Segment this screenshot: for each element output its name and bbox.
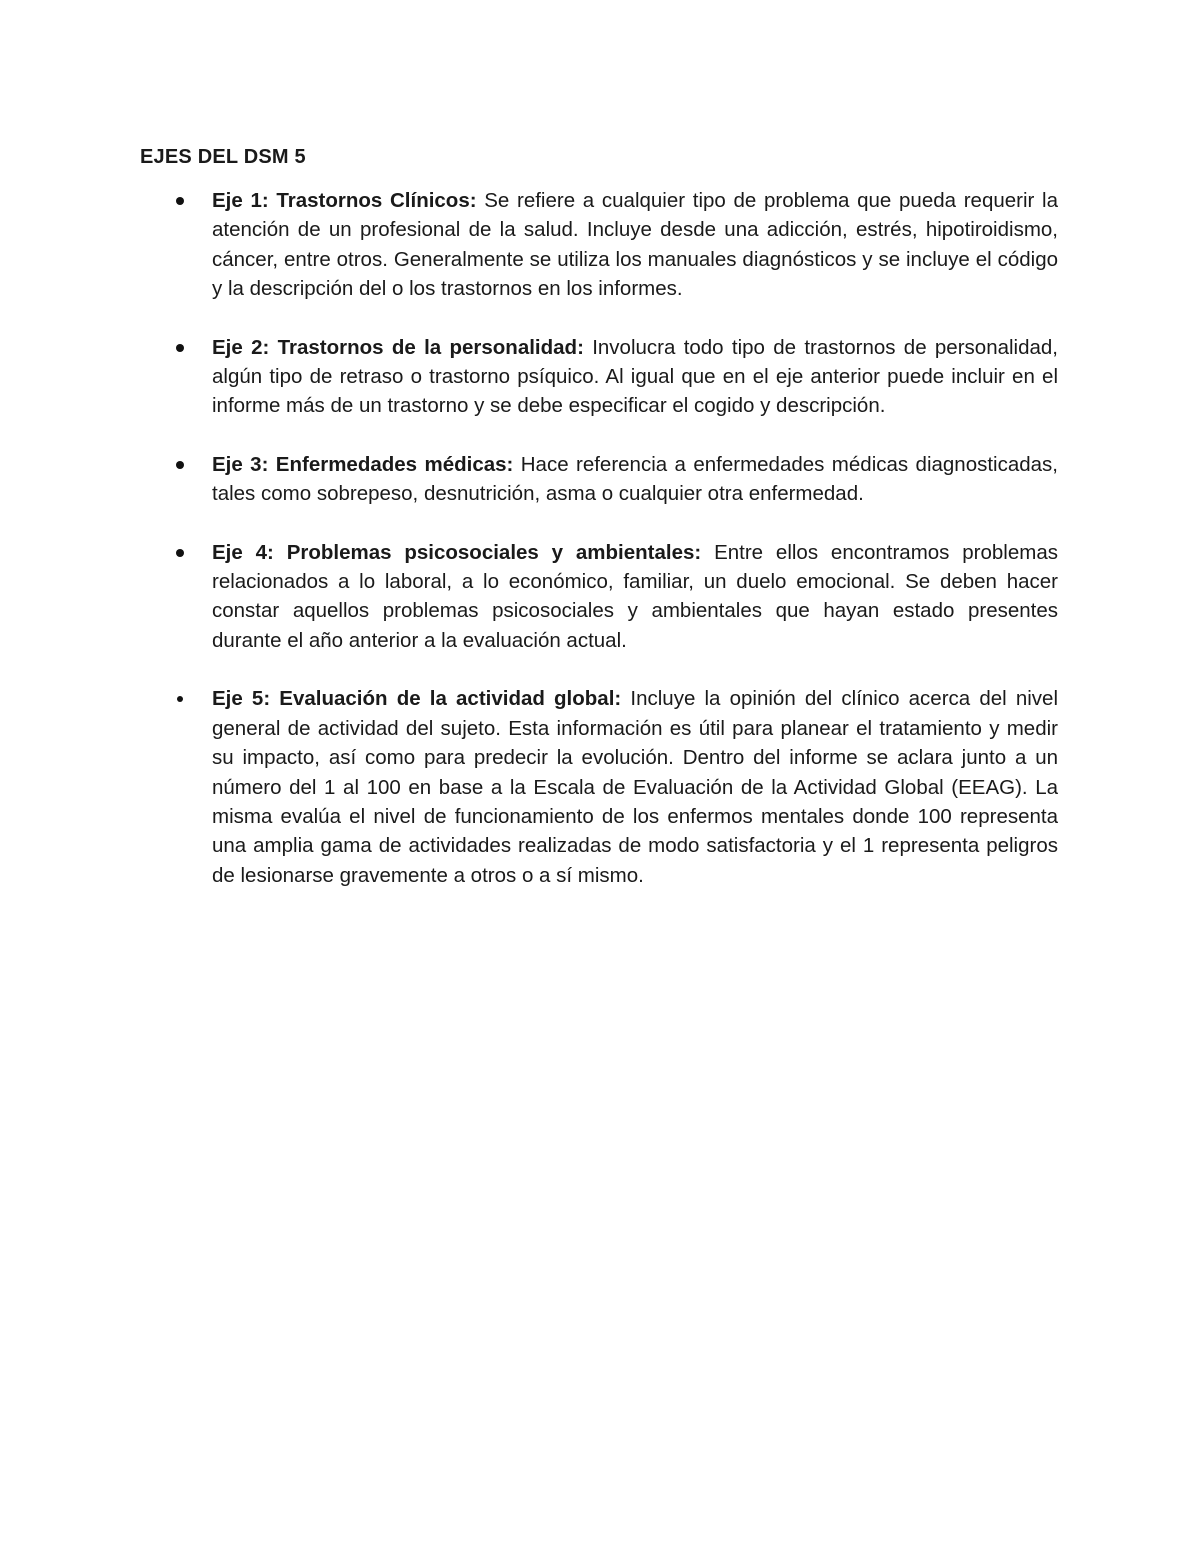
axis-description: Hace referencia a enfermedades médicas diagnosticadas, tales como sobrepeso, desnutrición, asma o cualquier otra enfermedad. <box>212 452 1059 506</box>
axis-label: Eje 1: Trastornos Clínicos: <box>212 189 485 212</box>
list-item-axis-3 <box>140 450 1058 509</box>
bullet-icon <box>176 549 184 557</box>
bullet-icon <box>176 197 184 205</box>
bullet-icon <box>176 461 184 469</box>
axis-description: Entre ellos encontramos problemas relacionados a lo laboral, a lo económico, familiar, un duelo emocional. Se deben hacer constar aquellos problemas psicosociales y ambientales que hayan estado presentes durante el año anterior a la evaluación actual. <box>212 540 1058 652</box>
axes-list <box>140 186 1058 919</box>
axis-label: Eje 4: Problemas psicosociales y ambientales: <box>212 540 715 564</box>
axis-description: Incluye la opinión del clínico acerca del nivel general de actividad del sujeto. Esta información es útil para planear el tratamiento y medir su impacto, así como para predecir la evolución. Dentro del informe se aclara junto a un número del 1 al 100 en base a la Escala de Evaluación de la Actividad Global (EEAG). La misma evalúa el nivel de funcionamiento de los enfermos mentales donde 100 representa una amplia gama de actividades realizadas de modo satisfactoria y el 1 representa peligros de lesionarse gravemente a otros o a sí mismo. <box>212 687 1058 887</box>
list-item-axis-4 <box>140 538 1058 656</box>
axis-description: Involucra todo tipo de trastornos de personalidad, algún tipo de retraso o trastorno psíquico. Al igual que en el eje anterior puede incluir en el informe más de un trastorno y se debe especificar el cogido y descripción. <box>212 335 1059 418</box>
axis-label: Eje 3: Enfermedades médicas: <box>212 452 521 476</box>
axis-label: Eje 2: Trastornos de la personalidad: <box>212 335 593 359</box>
list-item-axis-1 <box>140 186 1058 304</box>
document-title: EJES DEL DSM 5 <box>140 146 306 168</box>
axis-description: Se refiere a cualquier tipo de problema que pueda requerir la atención de un profesional de la salud. Incluye desde una adicción, estrés, hipotiroidismo, cáncer, entre otros. Generalmente se utiliza los manuales diagnósticos y se incluye el código y la descripción del o los trastornos en los informes. <box>212 189 1058 301</box>
bullet-icon <box>176 344 184 352</box>
axis-label: Eje 5: Evaluación de la actividad global: <box>212 687 631 711</box>
bullet-icon <box>177 696 183 702</box>
list-item-axis-2 <box>140 333 1058 421</box>
list-item-axis-5 <box>140 684 1058 890</box>
